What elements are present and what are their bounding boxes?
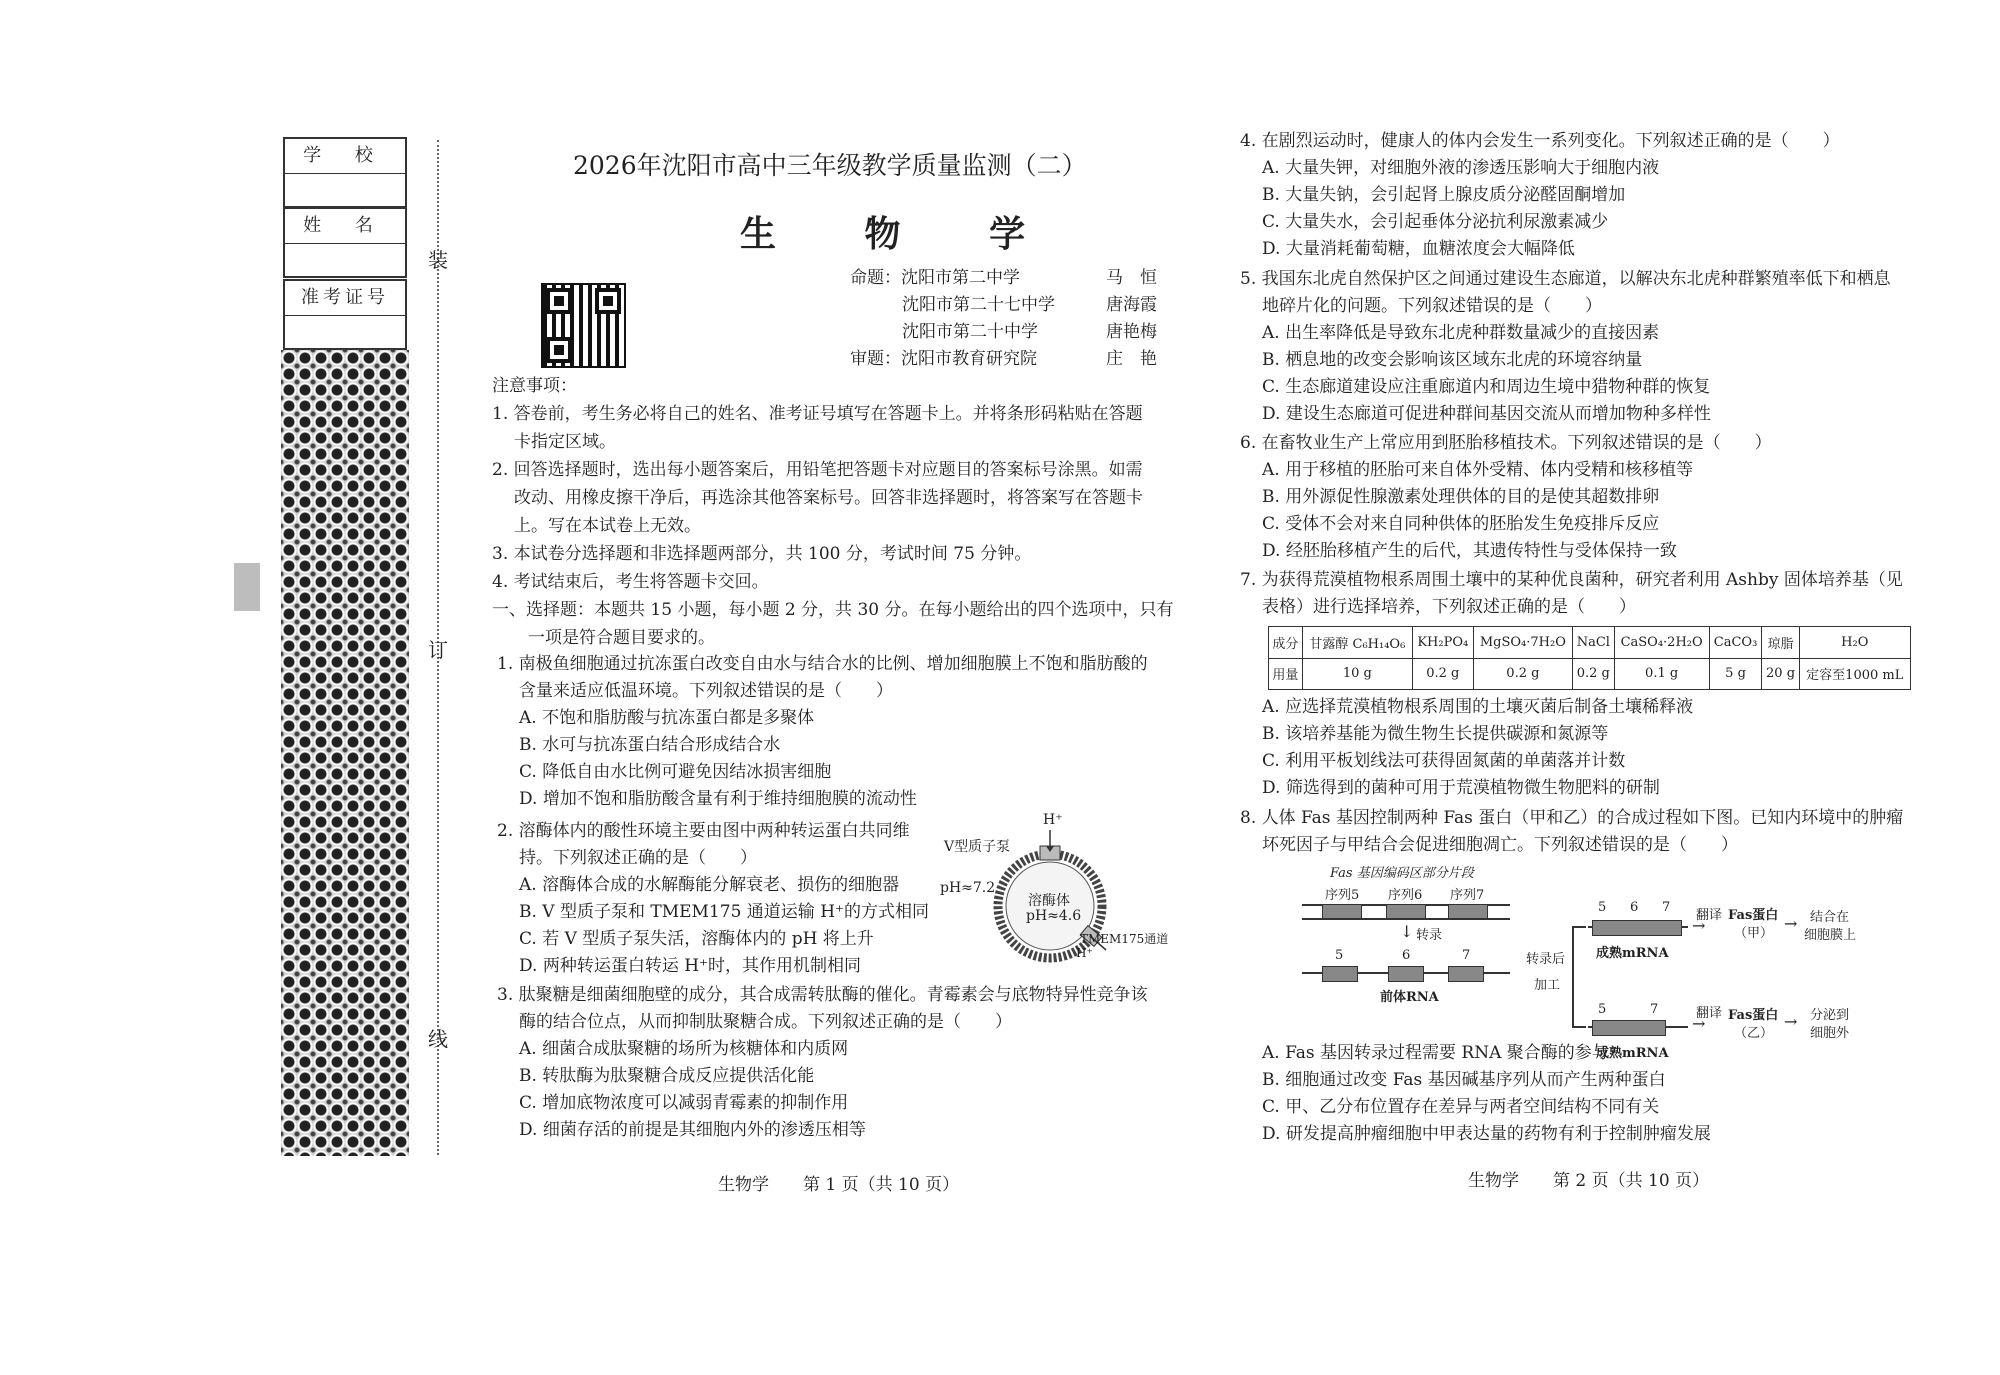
translate1-arrow-icon: → — [1692, 916, 1706, 935]
q6-option-d: D. 经胚胎移植产生的后代，其遗传特性与受体保持一致 — [1262, 541, 1677, 561]
credit-row — [850, 265, 1160, 292]
q2-option-d: D. 两种转运蛋白转运 H⁺时，其作用机制相同 — [519, 956, 862, 976]
qr-code — [541, 283, 626, 368]
q8-option-a: A. Fas 基因转录过程需要 RNA 聚合酶的参与 — [1262, 1043, 1609, 1063]
q1-option-b: B. 水可与抗冻蛋白结合形成结合水 — [519, 735, 781, 755]
protein2-sub-label: （乙） — [1734, 1026, 1774, 1041]
q8-stem: 8. 人体 Fas 基因控制两种 Fas 蛋白（甲和乙）的合成过程如下图。已知内环境中的肿瘤 — [1240, 808, 1904, 828]
table-row — [1269, 658, 1911, 690]
name-box — [283, 207, 407, 278]
school-field[interactable] — [285, 174, 405, 206]
fate2-label-a: 分泌到 — [1810, 1008, 1850, 1023]
tmem175-label: TMEM175通道 — [1080, 932, 1169, 946]
table-cell: 定容至1000 mL — [1799, 658, 1910, 690]
subject-title: 生 物 学 — [740, 213, 1064, 255]
q5-option-d: D. 建设生态廊道可促进种群间基因交流从而增加物种多样性 — [1262, 404, 1711, 424]
mrna2-blocks — [1592, 1020, 1666, 1036]
pre-rna-num-5: 5 — [1335, 948, 1344, 963]
q1-stem: 1. 南极鱼细胞通过抗冻蛋白改变自由水与结合水的比例、增加细胞膜上不饱和脂肪酸的 — [497, 654, 1148, 674]
question-3 — [497, 982, 1148, 1144]
credit-role: 审题： — [850, 349, 901, 369]
h-ion-bottom-label: H⁺ — [1076, 946, 1093, 960]
credit-org: 沈阳市教育研究院 — [901, 349, 1037, 369]
pre-rna-label: 前体RNA — [1380, 990, 1439, 1005]
mrna2-num-5: 5 — [1598, 1002, 1607, 1017]
v-pump-label: V型质子泵 — [944, 839, 1011, 855]
sequence-6-label: 序列6 — [1388, 888, 1423, 903]
translate1-label: 翻译 — [1696, 908, 1723, 923]
scan-marker — [234, 563, 260, 611]
q6-option-c: C. 受体不会对来自同种供体的胚胎发生免疫排斥反应 — [1262, 514, 1660, 534]
ph-outside-label: pH≈7.2 — [940, 880, 996, 896]
table-cell: 琼脂 — [1762, 627, 1799, 659]
q7-option-c: C. 利用平板划线法可获得固氮菌的单菌落并计数 — [1262, 751, 1626, 771]
credits-block — [850, 265, 1160, 373]
protein1-sub-label: （甲） — [1734, 926, 1774, 941]
table-cell: 20 g — [1762, 658, 1799, 690]
q4-option-a: A. 大量失钾，对细胞外液的渗透压影响大于细胞内液 — [1262, 158, 1660, 178]
gene-fragment-title: Fas 基因编码区部分片段 — [1330, 866, 1474, 881]
table-cell: 10 g — [1302, 658, 1412, 690]
q8-option-b: B. 细胞通过改变 Fas 基因碱基序列从而产生两种蛋白 — [1262, 1070, 1666, 1090]
pre-rna-seq7-block — [1448, 966, 1484, 982]
footer-right: 生物学 第 2 页（共 10 页） — [1468, 1171, 1710, 1191]
q7-stem-cont: 表格）进行选择培养，下列叙述正确的是（ ） — [1262, 597, 1636, 617]
q5-stem: 5. 我国东北虎自然保护区之间通过建设生态廊道，以解决东北虎种群繁殖率低下和栖息 — [1240, 269, 1891, 289]
mrna2-num-7: 7 — [1650, 1002, 1659, 1017]
table-cell: 甘露醇 C₆H₁₄O₆ — [1302, 627, 1412, 659]
h-ion-top-label: H⁺ — [1043, 812, 1063, 828]
fate2-label-b: 细胞外 — [1810, 1026, 1850, 1041]
mrna1-blocks — [1592, 920, 1682, 936]
fate1-label-a: 结合在 — [1810, 910, 1850, 925]
ashby-medium-table — [1268, 626, 1911, 690]
pre-rna-seq5-block — [1322, 966, 1358, 982]
binding-mark-ding: 订 — [428, 638, 448, 662]
notice-line: 卡指定区域。 — [514, 432, 616, 452]
q7-option-d: D. 筛选得到的菌种可用于荒漠植物微生物肥料的研制 — [1262, 778, 1660, 798]
credit-person: 庄 艳 — [1106, 349, 1157, 369]
name-field[interactable] — [285, 244, 405, 276]
q5-option-c: C. 生态廊道建设应注重廊道内和周边生境中猎物种群的恢复 — [1262, 377, 1711, 397]
question-7-options — [1240, 694, 1693, 802]
table-cell: 用量 — [1269, 658, 1303, 690]
exam-no-label: 准考证号 — [285, 281, 405, 316]
q3-stem: 3. 肽聚糖是细菌细胞壁的成分，其合成需转肽酶的催化。青霉素会与底物特异性竞争该 — [497, 985, 1148, 1005]
q7-option-b: B. 该培养基能为微生物生长提供碳源和氮源等 — [1262, 724, 1609, 744]
question-7-stem — [1240, 567, 1903, 621]
credit-org: 沈阳市第二中学 — [901, 268, 1020, 288]
dna-seq7-block — [1448, 904, 1488, 919]
credit-row — [850, 346, 1160, 373]
mrna1-num-7: 7 — [1662, 900, 1671, 915]
q2-option-b: B. V 型质子泵和 TMEM175 通道运输 H⁺的方式相同 — [519, 902, 929, 922]
q2-option-a: A. 溶酶体合成的水解酶能分解衰老、损伤的细胞器 — [519, 875, 900, 895]
credit-role: 命题： — [850, 268, 901, 288]
footer-left: 生物学 第 1 页（共 10 页） — [718, 1175, 960, 1195]
translate2-arrow-icon: → — [1692, 1014, 1706, 1033]
q1-option-d: D. 增加不饱和脂肪酸含量有利于维持细胞膜的流动性 — [519, 789, 917, 809]
binding-mark-zhuang: 装 — [428, 248, 448, 272]
ph-inside-label: pH≈4.6 — [1026, 908, 1082, 924]
notice-line: 上。写在本试卷上无效。 — [514, 516, 701, 536]
credit-person: 唐海霞 — [1106, 295, 1157, 315]
table-cell: H₂O — [1799, 627, 1910, 659]
exam-title: 2026年沈阳市高中三年级教学质量监测（二） — [573, 151, 1087, 180]
notice-line: 1. 答卷前，考生务必将自己的姓名、准考证号填写在答题卡上。并将条形码粘贴在答题 — [492, 404, 1143, 424]
fate2-arrow-icon: → — [1784, 1012, 1798, 1031]
exam-no-field[interactable] — [285, 316, 405, 348]
q8-stem-cont: 坏死因子与甲结合会促进细胞凋亡。下列叙述错误的是（ ） — [1262, 835, 1738, 855]
q4-stem: 4. 在剧烈运动时，健康人的体内会发生一系列变化。下列叙述正确的是（ ） — [1240, 131, 1840, 151]
q8-option-d: D. 研发提高肿瘤细胞中甲表达量的药物有利于控制肿瘤发展 — [1262, 1124, 1711, 1144]
transcribe-arrow-icon: ↓ — [1400, 922, 1414, 941]
table-cell: 0.2 g — [1412, 658, 1473, 690]
school-box — [283, 137, 407, 208]
notice-heading: 注意事项： — [492, 376, 577, 396]
credit-person: 马 恒 — [1106, 268, 1157, 288]
table-cell: 0.1 g — [1614, 658, 1709, 690]
credit-row — [850, 292, 1160, 319]
question-1 — [497, 651, 1148, 813]
q8-option-c: C. 甲、乙分布位置存在差异与两者空间结构不同有关 — [1262, 1097, 1660, 1117]
q5-option-b: B. 栖息地的改变会影响该区域东北虎的环境容纳量 — [1262, 350, 1643, 370]
q7-stem: 7. 为获得荒漠植物根系周围土壤中的某种优良菌种，研究者利用 Ashby 固体培养基（见 — [1240, 570, 1903, 590]
question-4 — [1240, 128, 1840, 263]
protein1-label: Fas蛋白 — [1728, 908, 1779, 923]
section-heading: 一、选择题：本题共 15 小题，每小题 2 分，共 30 分。在每小题给出的四个选项中，只有 — [492, 600, 1174, 620]
table-row — [1269, 627, 1911, 659]
processing-bracket-upper — [1572, 926, 1574, 1028]
q1-option-c: C. 降低自由水比例可避免因结冰损害细胞 — [519, 762, 832, 782]
credit-row — [850, 319, 1160, 346]
protein2-label: Fas蛋白 — [1728, 1008, 1779, 1023]
processing-arrow-upper — [1572, 926, 1586, 928]
credit-person: 唐艳梅 — [1106, 322, 1157, 342]
table-cell: NaCl — [1572, 627, 1614, 659]
pre-rna-seq6-block — [1388, 966, 1424, 982]
processing-label-1: 转录后 — [1526, 952, 1566, 967]
q6-option-b: B. 用外源促性腺激素处理供体的目的是使其超数排卵 — [1262, 487, 1660, 507]
q3-option-b: B. 转肽酶为肽聚糖合成反应提供活化能 — [519, 1066, 815, 1086]
exam-no-box — [283, 279, 407, 350]
q4-option-b: B. 大量失钠，会引起肾上腺皮质分泌醛固酮增加 — [1262, 185, 1626, 205]
q6-option-a: A. 用于移植的胚胎可来自体外受精、体内受精和核移植等 — [1262, 460, 1694, 480]
mrna1-num-6: 6 — [1630, 900, 1639, 915]
dna-seq5-block — [1322, 904, 1362, 919]
pre-rna-num-7: 7 — [1462, 948, 1471, 963]
sequence-7-label: 序列7 — [1450, 888, 1485, 903]
dna-seq6-block — [1386, 904, 1426, 919]
table-cell: 0.2 g — [1473, 658, 1572, 690]
mrna1-label: 成熟mRNA — [1596, 946, 1669, 961]
processing-label-2: 加工 — [1534, 978, 1561, 993]
q3-stem-cont: 酶的结合位点，从而抑制肽聚糖合成。下列叙述正确的是（ ） — [519, 1012, 1012, 1032]
q6-stem: 6. 在畜牧业生产上常应用到胚胎移植技术。下列叙述错误的是（ ） — [1240, 433, 1772, 453]
credit-org: 沈阳市第二十中学 — [902, 322, 1038, 342]
question-8-stem — [1240, 805, 1903, 859]
school-label: 学 校 — [285, 139, 405, 174]
q2-stem-cont: 持。下列叙述正确的是（ ） — [519, 848, 757, 868]
question-2 — [497, 818, 929, 980]
q7-option-a: A. 应选择荒漠植物根系周围的土壤灭菌后制备土壤稀释液 — [1262, 697, 1694, 717]
notice-line: 改动、用橡皮擦干净后，再选涂其他答案标号。回答非选择题时，将答案写在答题卡 — [514, 488, 1143, 508]
notice-line: 2. 回答选择题时，选出每小题答案后，用铅笔把答题卡对应题目的答案标号涂黑。如需 — [492, 460, 1143, 480]
section-heading-cont: 一项是符合题目要求的。 — [528, 628, 715, 648]
table-cell: 0.2 g — [1572, 658, 1614, 690]
credit-org: 沈阳市第二十七中学 — [902, 295, 1055, 315]
lysosome-figure — [940, 812, 1170, 968]
sequence-5-label: 序列5 — [1325, 888, 1360, 903]
q3-option-d: D. 细菌存活的前提是其细胞内外的渗透压相等 — [519, 1120, 866, 1140]
q2-stem: 2. 溶酶体内的酸性环境主要由图中两种转运蛋白共同维 — [497, 821, 910, 841]
q5-stem-cont: 地碎片化的问题。下列叙述错误的是（ ） — [1262, 296, 1602, 316]
pre-rna-num-6: 6 — [1402, 948, 1411, 963]
binding-mark-xian: 线 — [428, 1027, 448, 1051]
question-5 — [1240, 266, 1891, 428]
notice-line: 3. 本试卷分选择题和非选择题两部分，共 100 分，考试时间 75 分钟。 — [492, 544, 1032, 564]
table-cell: 5 g — [1709, 658, 1762, 690]
table-cell: 成分 — [1269, 627, 1303, 659]
translate2-label: 翻译 — [1696, 1006, 1723, 1021]
mrna2-label: 成熟mRNA — [1596, 1046, 1669, 1061]
q4-option-c: C. 大量失水，会引起垂体分泌抗利尿激素减少 — [1262, 212, 1609, 232]
q1-stem-cont: 含量来适应低温环境。下列叙述错误的是（ ） — [519, 681, 893, 701]
table-cell: CaCO₃ — [1709, 627, 1762, 659]
transcribe-label: 转录 — [1416, 928, 1443, 943]
security-pattern — [281, 350, 409, 1156]
fate1-label-b: 细胞膜上 — [1804, 928, 1857, 943]
q5-option-a: A. 出生率降低是导致东北虎种群数量减少的直接因素 — [1262, 323, 1660, 343]
table-cell: MgSO₄·7H₂O — [1473, 627, 1572, 659]
mrna1-num-5: 5 — [1598, 900, 1607, 915]
q4-option-d: D. 大量消耗葡萄糖，血糖浓度会大幅降低 — [1262, 239, 1575, 259]
notice-line: 4. 考试结束后，考生将答题卡交回。 — [492, 572, 769, 592]
fate1-arrow-icon: → — [1784, 914, 1798, 933]
question-6 — [1240, 430, 1772, 565]
notice-block — [492, 373, 1174, 653]
q3-option-c: C. 增加底物浓度可以减弱青霉素的抑制作用 — [519, 1093, 849, 1113]
question-8-options — [1240, 1040, 1711, 1148]
processing-arrow-lower — [1572, 1026, 1586, 1028]
table-cell: KH₂PO₄ — [1412, 627, 1473, 659]
lysosome-label: 溶酶体 — [1028, 893, 1070, 909]
q1-option-a: A. 不饱和脂肪酸与抗冻蛋白都是多聚体 — [519, 708, 815, 728]
q2-option-c: C. 若 V 型质子泵失活，溶酶体内的 pH 将上升 — [519, 929, 874, 949]
q3-option-a: A. 细菌合成肽聚糖的场所为核糖体和内质网 — [519, 1039, 849, 1059]
name-label: 姓 名 — [285, 209, 405, 244]
table-cell: CaSO₄·2H₂O — [1614, 627, 1709, 659]
